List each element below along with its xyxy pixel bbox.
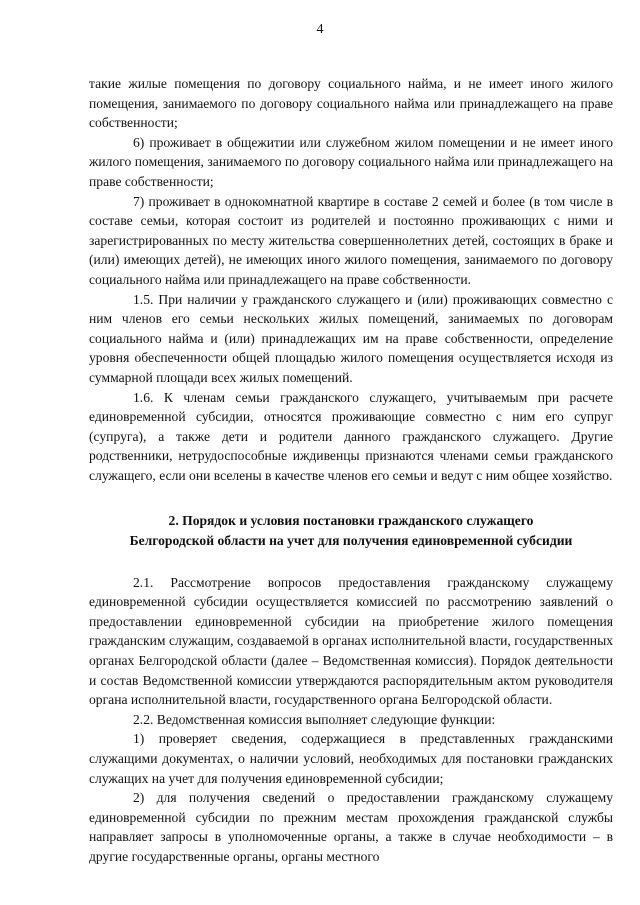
section-heading	[89, 511, 613, 550]
paragraph-item-6: 6) проживает в общежитии или служебном жилом помещении и не имеет иного жилого помещения, занимаемого по договору социального найма или принадлежащего на праве собственности;	[89, 134, 613, 189]
paragraph-2-1: 2.1. Рассмотрение вопросов предоставления гражданскому служащему единовременной субсидии осуществляется комиссией по рассмотрению заявлений о предоставлении единовременной субсидии на приобретение жилого помещения гражданским служащим, создаваемой в органах исполнительной власти, государственных органах Белгородской области (далее – Ведомственная комиссия). Порядок деятельности и состав Ведомственной комиссии утверждаются распорядительным актом руководителя органа исполнительной власти, государственного органа Белгородской области.	[89, 574, 613, 708]
paragraph-continuation: такие жилые помещения по договору социального найма, и не имеет иного жилого помещения, занимаемого по договору социального найма или принадлежащего на праве собственности;	[89, 76, 613, 131]
paragraph-item-7: 7) проживает в однокомнатной квартире в составе 2 семей и более (в том числе в составе семьи, которая состоит из родителей и постоянно проживающих с ними и зарегистрированных по месту жительства совершеннолетних детей, состоящих в браке и (или) имеющих детей), не имеющих иного жилого помещения, занимаемого по договору социального найма или принадлежащего на праве собственности.	[89, 193, 613, 287]
section-heading-line-1: 2. Порядок и условия постановки гражданского служащего	[168, 513, 534, 529]
document-body	[89, 74, 613, 867]
section-heading-line-2: Белгородской области на учет для получения единовременной субсидии	[129, 533, 573, 549]
paragraph-1-6: 1.6. К членам семьи гражданского служащего, учитываемым при расчете единовременной субсидии, относятся проживающие совместно с ним его супруг (супруга), а также дети и родители данного гражданского служащего. Другие родственники, нетрудоспособные иждивенцы признаются членами семьи гражданского служащего, если они вселены в качестве членов его семьи и ведут с ним общее хозяйство.	[89, 389, 613, 483]
paragraph-function-1: 1) проверяет сведения, содержащиеся в представленных гражданскими служащими документах, о наличии условий, необходимых для постановки гражданских служащих на учет для получения единовременной субсидии;	[89, 731, 613, 786]
page-number: 4	[316, 22, 324, 37]
paragraph-function-2: 2) для получения сведений о предоставлении гражданскому служащему единовременной субсидии по прежним местам прохождения гражданской службы направляет запросы в уполномоченные органы, а также в случае необходимости – в другие государственные органы, органы местного	[89, 790, 613, 864]
paragraph-1-5: 1.5. При наличии у гражданского служащего и (или) проживающих совместно с ним членов его семьи нескольких жилых помещений, занимаемых по договорам социального найма и (или) принадлежащих им на праве собственности, определение уровня обеспеченности общей площадью жилого помещения осуществляется исходя из суммарной площади всех жилых помещений.	[89, 291, 613, 385]
paragraph-2-2: 2.2. Ведомственная комиссия выполняет следующие функции:	[133, 711, 496, 727]
